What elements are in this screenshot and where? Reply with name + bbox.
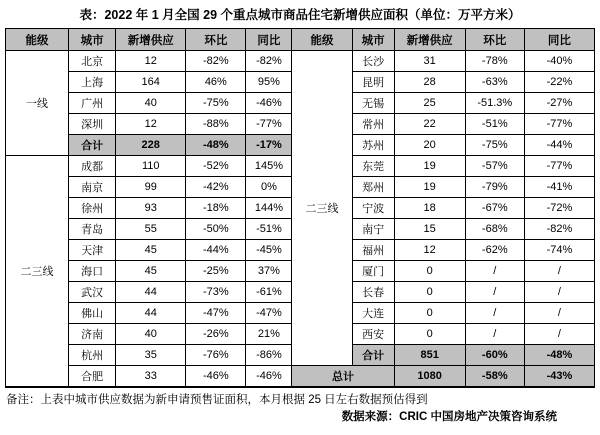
city-cell: 合肥 <box>69 366 116 388</box>
header-cell: 城市 <box>69 29 116 51</box>
value-cell: 31 <box>394 51 465 72</box>
value-cell: / <box>524 261 594 282</box>
value-cell: 44 <box>116 303 186 324</box>
city-cell: 深圳 <box>69 114 116 135</box>
city-cell: 宁波 <box>352 198 394 219</box>
supply-table <box>5 28 595 388</box>
value-cell: -25% <box>186 261 246 282</box>
value-cell: -46% <box>186 366 246 388</box>
value-cell: 19 <box>394 177 465 198</box>
value-cell: -27% <box>524 93 594 114</box>
header-cell: 同比 <box>246 29 292 51</box>
value-cell: 40 <box>116 93 186 114</box>
value-cell: 0 <box>394 282 465 303</box>
value-cell: -73% <box>186 282 246 303</box>
city-cell: 常州 <box>352 114 394 135</box>
header-cell: 能级 <box>292 29 352 51</box>
value-cell: -82% <box>186 51 246 72</box>
value-cell: / <box>465 282 524 303</box>
value-cell: 0 <box>394 303 465 324</box>
header-cell: 能级 <box>6 29 69 51</box>
value-cell: -40% <box>524 51 594 72</box>
city-cell: 海口 <box>69 261 116 282</box>
value-cell: -67% <box>465 198 524 219</box>
value-cell: / <box>465 303 524 324</box>
city-cell: 长沙 <box>352 51 394 72</box>
table-row <box>6 366 595 388</box>
value-cell: -44% <box>524 135 594 156</box>
tier-cell-tier1: 一线 <box>6 51 69 156</box>
value-cell: 40 <box>116 324 186 345</box>
city-cell: 杭州 <box>69 345 116 366</box>
value-cell: 0 <box>394 324 465 345</box>
value-cell: / <box>524 324 594 345</box>
value-cell: 228 <box>116 135 186 156</box>
city-cell: 佛山 <box>69 303 116 324</box>
city-cell: 大连 <box>352 303 394 324</box>
value-cell: -26% <box>186 324 246 345</box>
value-cell: 0 <box>394 261 465 282</box>
value-cell: 851 <box>394 345 465 366</box>
value-cell: 164 <box>116 72 186 93</box>
value-cell: / <box>465 324 524 345</box>
value-cell: / <box>524 303 594 324</box>
value-cell: 144% <box>246 198 292 219</box>
value-cell: -88% <box>186 114 246 135</box>
value-cell: -51.3% <box>465 93 524 114</box>
value-cell: -74% <box>524 240 594 261</box>
value-cell: -18% <box>186 198 246 219</box>
header-row <box>6 29 595 51</box>
city-cell: 无锡 <box>352 93 394 114</box>
subtotal-label-cell: 合计 <box>352 345 394 366</box>
value-cell: 99 <box>116 177 186 198</box>
city-cell: 厦门 <box>352 261 394 282</box>
value-cell: 12 <box>116 114 186 135</box>
value-cell: 28 <box>394 72 465 93</box>
value-cell: 46% <box>186 72 246 93</box>
header-cell: 新增供应 <box>394 29 465 51</box>
value-cell: 18 <box>394 198 465 219</box>
value-cell: 44 <box>116 282 186 303</box>
value-cell: -51% <box>465 114 524 135</box>
value-cell: -52% <box>186 156 246 177</box>
value-cell: 0% <box>246 177 292 198</box>
value-cell: 45 <box>116 261 186 282</box>
header-cell: 新增供应 <box>116 29 186 51</box>
value-cell: -63% <box>465 72 524 93</box>
value-cell: 37% <box>246 261 292 282</box>
value-cell: -45% <box>246 240 292 261</box>
value-cell: -72% <box>524 198 594 219</box>
value-cell: 12 <box>394 240 465 261</box>
value-cell: 20 <box>394 135 465 156</box>
value-cell: -46% <box>246 93 292 114</box>
value-cell: 93 <box>116 198 186 219</box>
value-cell: -46% <box>246 366 292 388</box>
value-cell: -42% <box>186 177 246 198</box>
value-cell: -61% <box>246 282 292 303</box>
value-cell: 19 <box>394 156 465 177</box>
table-row <box>6 51 595 72</box>
value-cell: -75% <box>186 93 246 114</box>
city-cell: 武汉 <box>69 282 116 303</box>
value-cell: -86% <box>246 345 292 366</box>
city-cell: 苏州 <box>352 135 394 156</box>
subtotal-label-cell: 合计 <box>69 135 116 156</box>
value-cell: -82% <box>246 51 292 72</box>
city-cell: 成都 <box>69 156 116 177</box>
value-cell: 25 <box>394 93 465 114</box>
value-cell: -58% <box>465 366 524 388</box>
value-cell: 55 <box>116 219 186 240</box>
city-cell: 昆明 <box>352 72 394 93</box>
value-cell: 15 <box>394 219 465 240</box>
city-cell: 南宁 <box>352 219 394 240</box>
city-cell: 南京 <box>69 177 116 198</box>
value-cell: 22 <box>394 114 465 135</box>
value-cell: -17% <box>246 135 292 156</box>
value-cell: 21% <box>246 324 292 345</box>
value-cell: 45 <box>116 240 186 261</box>
city-cell: 济南 <box>69 324 116 345</box>
value-cell: -22% <box>524 72 594 93</box>
tier-cell-left-tier23: 二三线 <box>6 156 69 388</box>
city-cell: 徐州 <box>69 198 116 219</box>
city-cell: 东莞 <box>352 156 394 177</box>
grandtotal-label-cell: 总计 <box>292 366 394 388</box>
header-cell: 环比 <box>465 29 524 51</box>
value-cell: / <box>465 261 524 282</box>
city-cell: 上海 <box>69 72 116 93</box>
value-cell: -48% <box>524 345 594 366</box>
value-cell: -62% <box>465 240 524 261</box>
header-cell: 同比 <box>524 29 594 51</box>
value-cell: 110 <box>116 156 186 177</box>
value-cell: -75% <box>465 135 524 156</box>
value-cell: 145% <box>246 156 292 177</box>
city-cell: 天津 <box>69 240 116 261</box>
value-cell: 35 <box>116 345 186 366</box>
table-title: 表：2022 年 1 月全国 29 个重点城市商品住宅新增供应面积（单位：万平方米） <box>79 8 521 22</box>
header-cell: 环比 <box>186 29 246 51</box>
city-cell: 西安 <box>352 324 394 345</box>
value-cell: -82% <box>524 219 594 240</box>
city-cell: 长春 <box>352 282 394 303</box>
city-cell: 北京 <box>69 51 116 72</box>
value-cell: -50% <box>186 219 246 240</box>
value-cell: / <box>524 282 594 303</box>
value-cell: -77% <box>524 114 594 135</box>
value-cell: -48% <box>186 135 246 156</box>
value-cell: -43% <box>524 366 594 388</box>
value-cell: -41% <box>524 177 594 198</box>
value-cell: -76% <box>186 345 246 366</box>
city-cell: 福州 <box>352 240 394 261</box>
value-cell: -44% <box>186 240 246 261</box>
value-cell: -51% <box>246 219 292 240</box>
city-cell: 青岛 <box>69 219 116 240</box>
value-cell: -68% <box>465 219 524 240</box>
value-cell: -47% <box>186 303 246 324</box>
supply-table-body <box>6 29 595 388</box>
value-cell: 95% <box>246 72 292 93</box>
remark-note: 备注：上表中城市供应数据为新申请预售证面积，本月根据 25 日左右数据预估得到 <box>6 394 428 406</box>
value-cell: -77% <box>524 156 594 177</box>
value-cell: 12 <box>116 51 186 72</box>
value-cell: -77% <box>246 114 292 135</box>
header-cell: 城市 <box>352 29 394 51</box>
tier-cell-right-tier23: 二三线 <box>292 51 352 366</box>
data-source-note: 数据来源：CRIC 中国房地产决策咨询系统 <box>341 411 557 423</box>
value-cell: -79% <box>465 177 524 198</box>
value-cell: -57% <box>465 156 524 177</box>
value-cell: 33 <box>116 366 186 388</box>
value-cell: -78% <box>465 51 524 72</box>
value-cell: 1080 <box>394 366 465 388</box>
city-cell: 广州 <box>69 93 116 114</box>
value-cell: -47% <box>246 303 292 324</box>
value-cell: -60% <box>465 345 524 366</box>
city-cell: 郑州 <box>352 177 394 198</box>
